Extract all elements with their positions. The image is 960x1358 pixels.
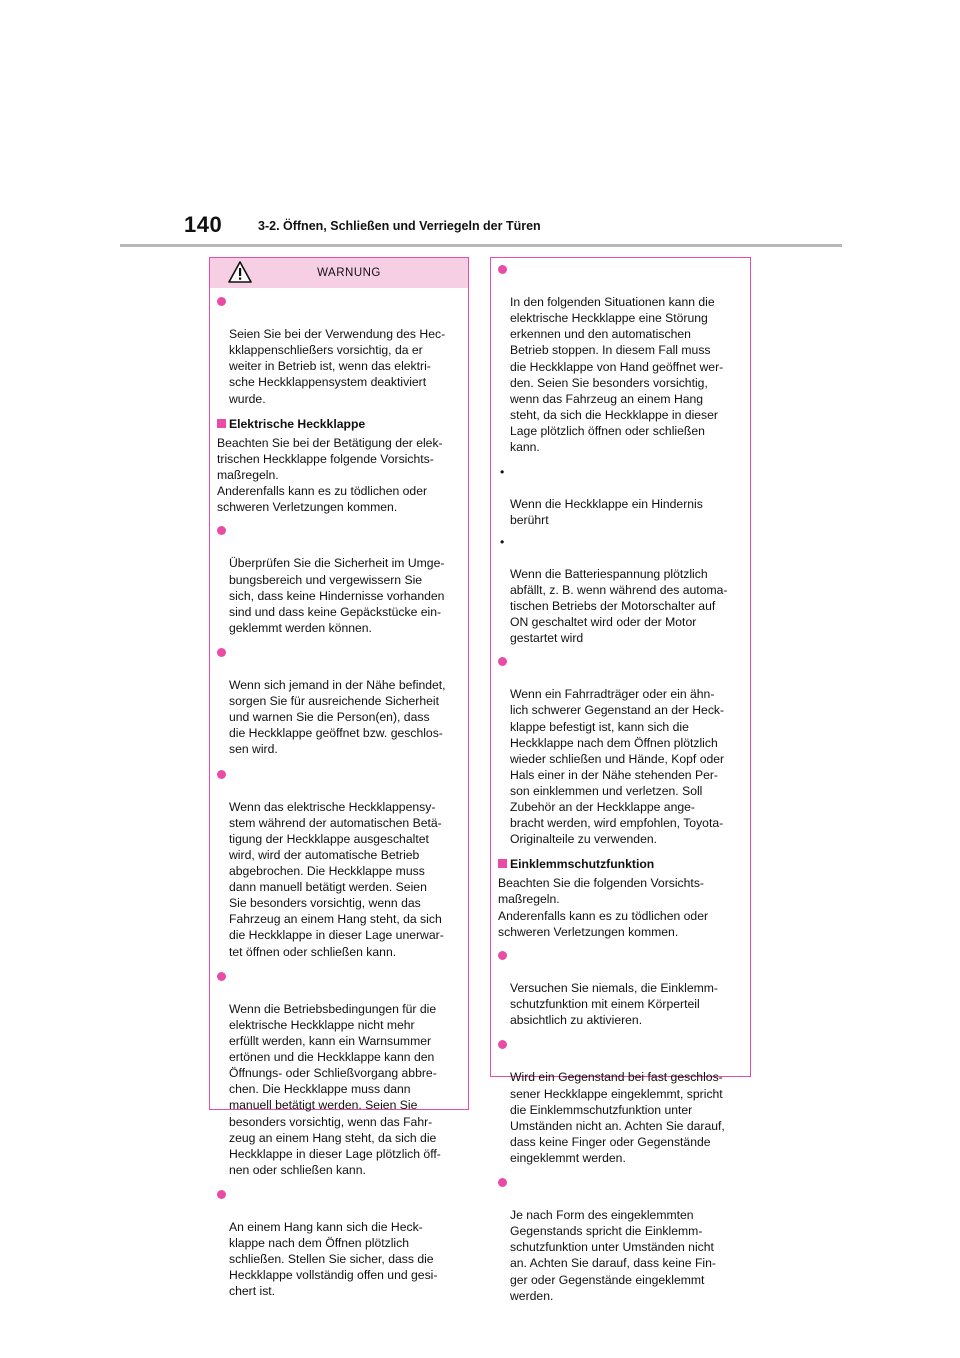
list-item [498, 948, 742, 1028]
list-item [498, 1175, 742, 1304]
page-number: 140 [184, 212, 223, 237]
warning-content-right [491, 258, 750, 1304]
list-item [217, 767, 460, 960]
list-item [217, 645, 460, 758]
list-item [217, 1187, 460, 1300]
item-text: Seien Sie bei der Verwendung des Hec- kklappenschließers vorsichtig, da er weiter in Betrieb ist, wenn das elektri- sche Heckklappensystem deaktiviert wurde. [229, 327, 446, 406]
list-item [498, 654, 742, 847]
sub-item-text: Wenn die Heckklappe ein Hindernis berührt [510, 497, 703, 528]
bullet-dot-icon [498, 1178, 507, 1187]
bullet-dot-icon [498, 265, 507, 274]
warning-label: WARNUNG [317, 267, 381, 279]
bullet-dot-icon [498, 657, 507, 666]
item-text: An einem Hang kann sich die Heck- klappe nach dem Öffnen plötzlich schließen. Stellen Sie sicher, dass die Heckklappe vollständig offen und gesi- chert ist. [229, 1220, 438, 1299]
subsection-heading [217, 416, 460, 432]
page-header [0, 0, 960, 250]
header-divider [120, 244, 842, 247]
warning-content-left [210, 288, 468, 1300]
sub-list-item [498, 464, 742, 528]
bullet-dot-icon [217, 648, 226, 657]
paragraph: Beachten Sie bei der Betätigung der elek- trischen Heckklappe folgende Vorsichts- maßregeln. Anderenfalls kann es zu tödlichen oder schweren Verletzungen kommen. [217, 435, 443, 515]
small-bullet-icon: • [500, 534, 505, 549]
bullet-dot-icon [217, 1190, 226, 1199]
section-title: 3-2. Öffnen, Schließen und Verriegeln der Türen [258, 219, 541, 233]
list-item [498, 262, 742, 455]
bullet-dot-icon [217, 972, 226, 981]
item-text: In den folgenden Situationen kann die elektrische Heckklappe eine Störung erkennen und den automatischen Betrieb stoppen. In diesem Fall muss die Heckklappe von Hand geöffnet wer- den. Seien Sie besonders vorsichtig, wenn das Fahrzeug an einem Hang steht, da sich die Heckklappe in dieser Lage plötzlich öffnen oder schließen kann. [510, 295, 724, 455]
bullet-dot-icon [217, 297, 226, 306]
bullet-dot-icon [498, 1040, 507, 1049]
list-item [217, 523, 460, 636]
item-text: Wenn ein Fahrradträger oder ein ähn- lich schwerer Gegenstand an der Heck- klappe befestigt ist, kann sich die Heckklappe nach dem Öffnen plötzlich wieder schließen und Hände, Kopf oder Hals einer in der Nähe stehenden Per- son einklemmen und verletzen. Soll Zubehör an der Heckklappe ange- bracht werden, wird empfohlen, Toyota- Originalteile zu verwenden. [510, 687, 725, 847]
square-bullet-icon [217, 419, 226, 428]
list-item [217, 969, 460, 1178]
list-item [498, 1037, 742, 1166]
heading-text: Einklemmschutzfunktion [510, 857, 655, 872]
warning-header [210, 258, 468, 288]
warning-box-left [209, 257, 469, 1299]
item-text: Je nach Form des eingeklemmten Gegenstands spricht die Einklemm- schutzfunktion unter Umständen nicht an. Achten Sie darauf, dass keine Fin- ger oder Gegenstände eingeklemmt werden. [510, 1208, 716, 1303]
bullet-dot-icon [217, 770, 226, 779]
warning-box-right [490, 257, 751, 1303]
paragraph: Beachten Sie die folgenden Vorsichts- maßregeln. Anderenfalls kann es zu tödlichen oder schweren Verletzungen kommen. [498, 876, 709, 939]
item-text: Wenn sich jemand in der Nähe befindet, sorgen Sie für ausreichende Sicherheit und warnen Sie die Person(en), dass die Heckklappe geöffnet bzw. geschlos- sen wird. [229, 678, 446, 757]
item-text: Versuchen Sie niemals, die Einklemm- schutzfunktion mit einem Körperteil absichtlich zu aktivieren. [510, 980, 718, 1028]
subsection-heading [498, 856, 742, 872]
item-text: Wird ein Gegenstand bei fast geschlos- sener Heckklappe eingeklemmt, spricht die Einklemmschutzfunktion unter Umständen nicht an. Achten Sie darauf, dass keine Finger oder Gegenstände eingeklemmt werden. [510, 1070, 725, 1165]
sub-list-item [498, 534, 742, 647]
warning-triangle-icon [228, 261, 252, 283]
item-text: Wenn das elektrische Heckklappensy- stem während der automatischen Betä- tigung der Heckklappe ausgeschaltet wird, wird der automatische Betrieb abgebrochen. Die Heckklappe muss dann manuell betätigt werden. Seien Sie besonders vorsichtig, wenn das Fahrzeug an einem Hang steht, da sich die Heckklappe in dieser Lage unerwar- tet öffnen oder schließen kann. [229, 799, 444, 959]
bullet-dot-icon [498, 951, 507, 960]
square-bullet-icon [498, 859, 507, 868]
heading-text: Elektrische Heckklappe [229, 416, 366, 431]
bullet-dot-icon [217, 526, 226, 535]
item-text: Wenn die Betriebsbedingungen für die elektrische Heckklappe nicht mehr erfüllt werden, kann ein Warnsummer ertönen und die Heckklappe kann den Öffnungs- oder Schließvorgang abbre- chen. Die Heckklappe muss dann manuell betätigt werden. Seien Sie besonders vorsichtig, wenn das Fahr- zeug an einem Hang steht, da sich die Heckklappe in dieser Lage plötzlich öff- nen oder schließen kann. [229, 1001, 441, 1177]
item-text: Überprüfen Sie die Sicherheit im Umge- bungsbereich und vergewissern Sie sich, dass keine Hindernisse vorhanden sind und dass keine Gepäckstücke ein- geklemmt werden können. [229, 556, 445, 635]
list-item [217, 294, 460, 407]
small-bullet-icon: • [500, 465, 505, 480]
sub-item-text: Wenn die Batteriespannung plötzlich abfällt, z. B. wenn während des automa- tischen Betriebs der Motorschalter auf ON geschaltet wird oder der Motor gestartet wird [510, 566, 728, 646]
